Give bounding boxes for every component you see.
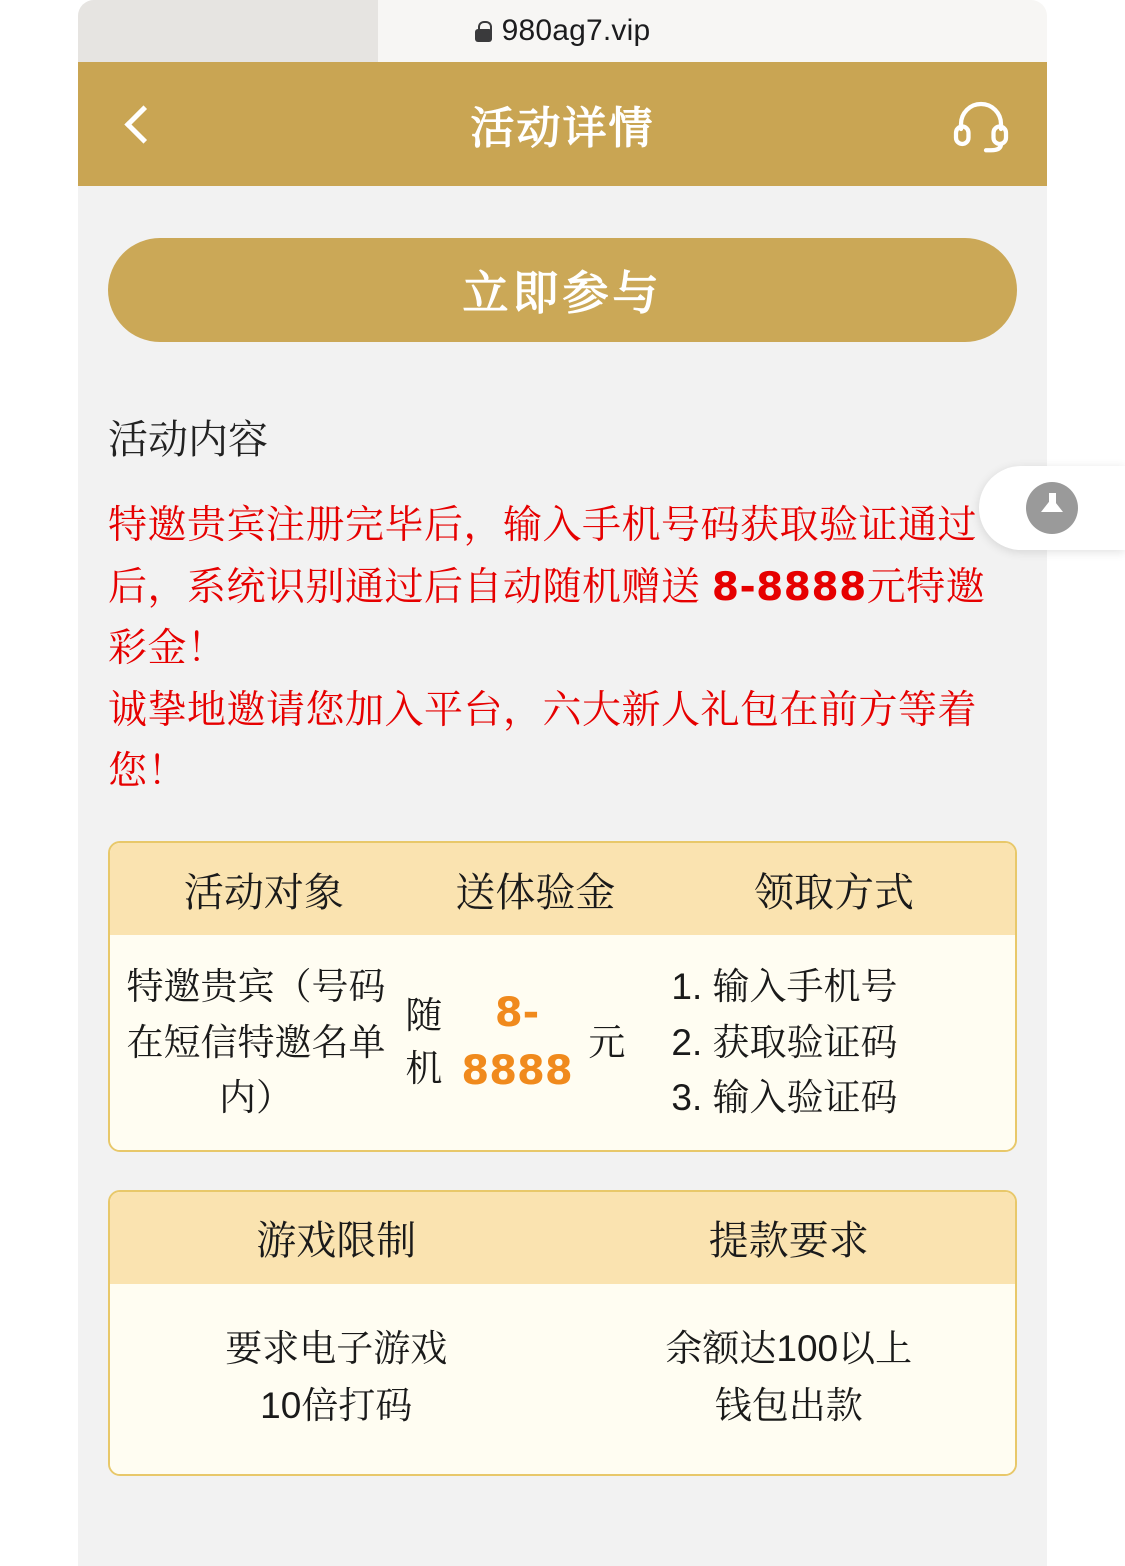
offer-table-header-method: 领取方式 — [753, 870, 914, 915]
terms-table-header-row — [110, 1192, 1015, 1284]
join-now-button[interactable] — [108, 238, 1017, 342]
page-title: 活动详情 — [470, 104, 655, 153]
section-title-activity-content: 活动内容 — [108, 418, 268, 462]
url-text: 980ag7.vip — [501, 14, 651, 47]
address-bar[interactable] — [78, 0, 1047, 62]
bonus-unit-label: 元 — [588, 1021, 626, 1063]
join-now-label: 立即参与 — [462, 267, 663, 319]
game-limit-cell — [110, 1284, 563, 1475]
method-step: 3. 输入验证码 — [671, 1077, 898, 1119]
bonus-random-label: 随机 — [405, 994, 443, 1090]
withdraw-line: 钱包出款 — [714, 1384, 863, 1426]
desc-bonus-amount: 8-8888 — [711, 564, 867, 610]
offer-bonus-cell — [402, 935, 625, 1150]
terms-table-body-row — [110, 1284, 1015, 1475]
offer-target-cell: 特邀贵宾（号码在短信特邀名单内） — [126, 966, 386, 1119]
customer-support-button[interactable] — [949, 92, 1013, 156]
app-webview — [78, 62, 1047, 1566]
lock-icon — [475, 21, 492, 42]
terms-table-header-game-limit: 游戏限制 — [256, 1219, 417, 1264]
chevron-left-icon — [124, 105, 162, 143]
desc-part-b: 元特邀彩金！ — [108, 565, 986, 671]
terms-table — [108, 1190, 1017, 1477]
description-paragraph-2: 诚挚地邀请您加入平台，六大新人礼包在前方等着您！ — [108, 688, 978, 794]
content-area — [78, 238, 1047, 1476]
app-header — [78, 62, 1047, 186]
withdraw-line: 余额达100以上 — [665, 1327, 913, 1369]
method-step: 2. 获取验证码 — [671, 1021, 898, 1063]
arrow-up-circle-icon — [1026, 482, 1078, 534]
offer-table-header-target: 活动对象 — [183, 870, 344, 915]
activity-description — [108, 495, 1017, 803]
offer-table-header-bonus: 送体验金 — [455, 870, 616, 915]
back-button[interactable] — [110, 94, 170, 154]
desc-part-a: 特邀贵宾注册完毕后，输入手机号码获取验证通过后，系统识别通过后自动随机赠送 — [108, 504, 978, 609]
bonus-amount-value: 8-8888 — [461, 990, 573, 1095]
scroll-to-top-button[interactable] — [979, 466, 1125, 550]
offer-method-cell — [625, 935, 1015, 1150]
offer-table-body-row — [110, 935, 1015, 1150]
headset-icon — [951, 94, 1011, 154]
game-limit-line: 10倍打码 — [260, 1384, 413, 1426]
browser-toolbar — [78, 0, 1047, 62]
description-paragraph-1 — [108, 495, 1017, 680]
offer-table — [108, 841, 1017, 1152]
offer-table-header-row — [110, 843, 1015, 935]
method-step: 1. 输入手机号 — [671, 966, 898, 1008]
game-limit-line: 要求电子游戏 — [225, 1327, 448, 1369]
terms-table-header-withdraw: 提款要求 — [708, 1219, 869, 1264]
withdraw-requirement-cell — [563, 1284, 1016, 1475]
